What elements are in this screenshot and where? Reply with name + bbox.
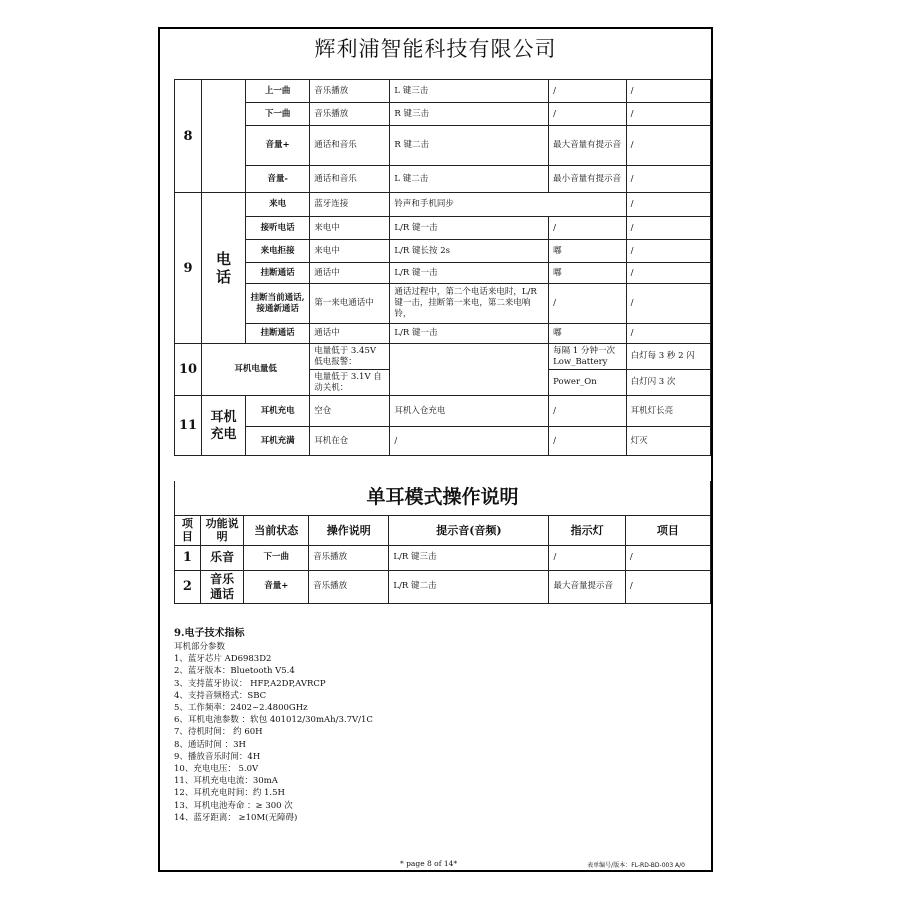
table-row (175, 80, 711, 103)
section-title: 单耳模式操作说明 (175, 481, 711, 515)
spec-item: 12、耳机充电时间：约 1.5H (174, 788, 285, 799)
function-cell: 下一曲 (245, 103, 309, 126)
tone-cell: / (549, 217, 626, 240)
tone-cell: 每隔 1 分钟一次 Low_Battery (549, 344, 626, 370)
state-cell: 蓝牙连接 (310, 193, 390, 217)
state-cell: 空仓 (310, 396, 390, 427)
indicator-cell: 白灯每 3 秒 2 闪 (626, 344, 710, 370)
function-cell: 音量- (245, 166, 309, 193)
header-cell: 提示音(音频) (389, 515, 549, 545)
state-cell: 通话和音乐 (310, 166, 390, 193)
item-number: 8 (175, 80, 202, 193)
function-cell: 挂断通话 (245, 263, 309, 284)
tone-cell: / (549, 427, 626, 456)
header-cell: 指示灯 (549, 515, 625, 545)
operation-cell: 铃声和手机同步 (390, 193, 626, 217)
tone-cell: 嘟 (549, 324, 626, 344)
indicator-cell: / (626, 103, 710, 126)
function-group: 电话 (202, 193, 246, 344)
spec-item: 2、蓝牙版本：Bluetooth V5.4 (174, 666, 295, 677)
tone-cell: / (549, 103, 626, 126)
indicator-cell: 白灯闪 3 次 (626, 370, 710, 396)
item-number: 2 (175, 570, 201, 603)
tone-cell: / (549, 396, 626, 427)
operation-cell: L/R 键三击 (389, 545, 549, 570)
form-number: 表单编号/版本：FL-RD-BD-003 A/0 (587, 862, 685, 869)
operation-cell: R 键三击 (390, 103, 549, 126)
tone-cell: / (549, 545, 625, 570)
operation-cell: / (390, 427, 549, 456)
indicator-cell: / (626, 126, 710, 166)
state-cell: 通话和音乐 (310, 126, 390, 166)
operation-cell: L/R 键一击 (390, 263, 549, 284)
item-number: 10 (175, 344, 202, 396)
operation-cell: L 键二击 (390, 166, 549, 193)
spec-item: 6、耳机电池参数 ：软包 401012/30mAh/3.7V/1C (174, 715, 373, 726)
function-group: 乐音 (200, 545, 244, 570)
spec-item: 3、支持蓝牙协议： HFP,A2DP,AVRCP (174, 678, 326, 689)
spec-item: 7、待机时间： 约 60H (174, 727, 263, 738)
indicator-cell: / (626, 263, 710, 284)
indicator-cell: 灯灭 (626, 427, 710, 456)
state-cell: 电量低于 3.45V 低电报警： (310, 344, 390, 370)
function-cell: 耳机充满 (245, 427, 309, 456)
indicator-cell: / (626, 217, 710, 240)
function-group: 音乐通话 (200, 570, 244, 603)
function-group: 耳机充电 (202, 396, 246, 456)
indicator-cell: / (626, 324, 710, 344)
document-page (158, 27, 713, 872)
state-cell: 第一来电通话中 (310, 284, 390, 324)
function-cell: 挂断通话 (245, 324, 309, 344)
function-cell: 来电 (245, 193, 309, 217)
operation-cell (390, 344, 549, 396)
function-cell: 下一曲 (244, 545, 309, 570)
header-cell: 操作说明 (309, 515, 389, 545)
spec-item: 4、支持音频格式：SBC (174, 690, 267, 701)
indicator-cell: / (626, 166, 710, 193)
spec-item: 1、蓝牙芯片 AD6983D2 (174, 654, 272, 665)
function-cell: 上一曲 (245, 80, 309, 103)
function-cell: 音量+ (245, 126, 309, 166)
table-row (175, 545, 711, 570)
table-row (175, 284, 711, 324)
function-cell: 接听电话 (245, 217, 309, 240)
item-number: 11 (175, 396, 202, 456)
operation-cell: L/R 键一击 (390, 324, 549, 344)
table-row (175, 240, 711, 263)
tone-cell: 嘟 (549, 263, 626, 284)
state-cell: 通话中 (310, 324, 390, 344)
spec-item: 8、通话时间 ：3H (174, 739, 246, 750)
company-title: 辉利浦智能科技有限公司 (314, 37, 557, 61)
tone-cell: 嘟 (549, 240, 626, 263)
state-cell: 来电中 (310, 240, 390, 263)
spec-item: 9、播放音乐时间：4H (174, 751, 261, 762)
state-cell: 音乐播放 (309, 545, 389, 570)
operation-table (174, 79, 711, 456)
function-cell: 来电拒接 (245, 240, 309, 263)
tone-cell: Power_On (549, 370, 626, 396)
state-cell: 来电中 (310, 217, 390, 240)
operation-cell: L/R 键一击 (390, 217, 549, 240)
table-row (175, 396, 711, 427)
tone-cell: 最小音量有提示音 (549, 166, 626, 193)
indicator-cell: / (625, 570, 710, 603)
tone-cell: / (549, 284, 626, 324)
operation-cell: L/R 键长按 2s (390, 240, 549, 263)
indicator-cell: / (626, 240, 710, 263)
header-cell: 项目 (625, 515, 710, 545)
table-header-row (175, 515, 711, 545)
tone-cell: / (549, 80, 626, 103)
state-cell: 音乐播放 (310, 80, 390, 103)
spec-item: 10、充电电压： 5.0V (174, 764, 259, 775)
header-cell: 功能说明 (200, 515, 244, 545)
function-group (202, 80, 246, 193)
operation-cell: R 键二击 (390, 126, 549, 166)
indicator-cell: / (626, 80, 710, 103)
spec-item: 13、耳机电池寿命 ：≥ 300 次 (174, 800, 293, 811)
table-row (175, 193, 711, 217)
specs-subtitle: 耳机部分参数 (174, 642, 226, 652)
item-number: 1 (175, 545, 201, 570)
operation-cell: 耳机入仓充电 (390, 396, 549, 427)
function-cell: 音量+ (244, 570, 309, 603)
state-cell: 音乐播放 (309, 570, 389, 603)
state-cell: 通话中 (310, 263, 390, 284)
table-row (175, 570, 711, 603)
table-row (175, 217, 711, 240)
table-row (175, 324, 711, 344)
spec-item: 11、耳机充电电流：30mA (174, 776, 278, 787)
table-row (175, 103, 711, 126)
table-row (175, 166, 711, 193)
function-cell: 耳机充电 (245, 396, 309, 427)
specs-title: 9.电子技术指标 (174, 628, 245, 639)
header-cell: 当前状态 (244, 515, 309, 545)
state-cell: 音乐播放 (310, 103, 390, 126)
tone-cell: 最大音量提示音 (549, 570, 625, 603)
operation-cell: L/R 键二击 (389, 570, 549, 603)
indicator-cell: / (626, 284, 710, 324)
indicator-cell: / (625, 545, 710, 570)
page-number: * page 8 of 14* (400, 859, 458, 868)
spec-item: 5、工作频率：2402~2.4800GHz (174, 703, 308, 714)
specs-section (174, 627, 373, 824)
state-cell: 电量低于 3.1V 自动关机： (310, 370, 390, 396)
function-cell: 挂断当前通话,接通新通话 (245, 284, 309, 324)
table-row (175, 344, 711, 370)
table-row (175, 263, 711, 284)
operation-cell: L 键三击 (390, 80, 549, 103)
tone-cell: 最大音量有提示音 (549, 126, 626, 166)
table-row (175, 126, 711, 166)
single-ear-table (174, 481, 711, 604)
state-cell: 耳机在仓 (310, 427, 390, 456)
table-row (175, 427, 711, 456)
indicator-cell: 耳机灯长亮 (626, 396, 710, 427)
operation-cell: 通话过程中，第二个电话来电时，L/R 键一击，挂断第一来电，第二来电响铃， (390, 284, 549, 324)
item-number: 9 (175, 193, 202, 344)
function-group: 耳机电量低 (202, 344, 310, 396)
spec-item: 14、蓝牙距离： ≥10M(无障碍) (174, 812, 298, 823)
header-cell: 项目 (175, 515, 201, 545)
indicator-cell: / (626, 193, 710, 217)
